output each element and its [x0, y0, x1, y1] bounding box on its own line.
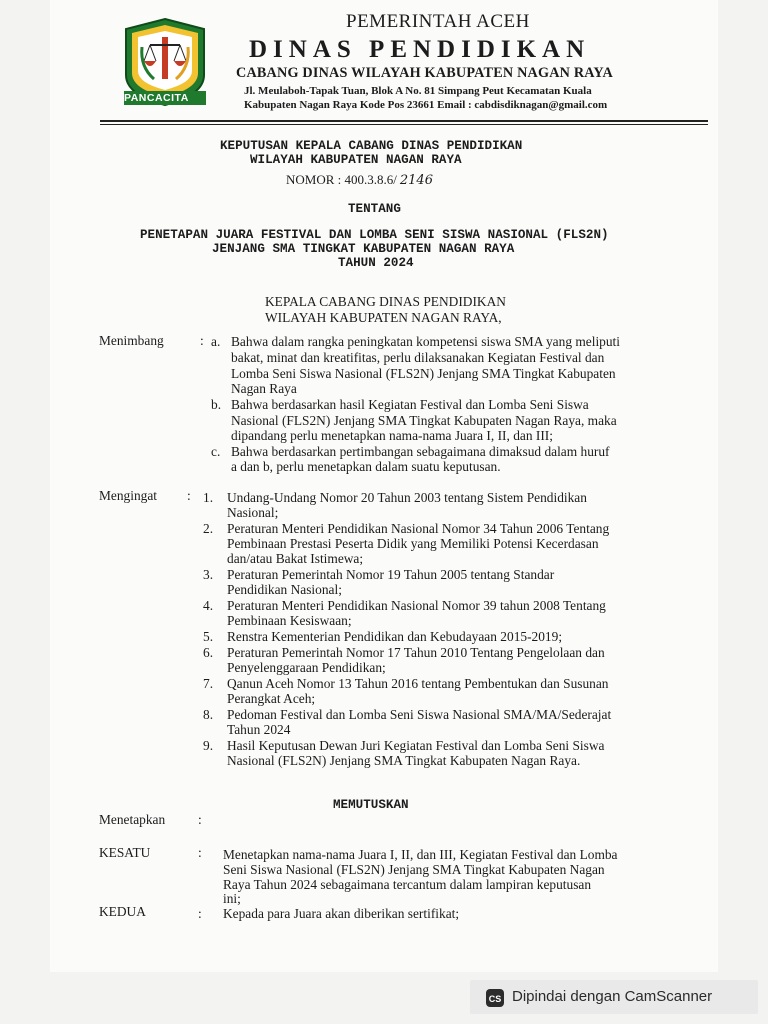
menimbang-item-line: Bahwa berdasarkan hasil Kegiatan Festival dan Lomba Seni Siswa [231, 397, 589, 412]
mengingat-item-line: Hasil Keputusan Dewan Juri Kegiatan Festival dan Lomba Seni Siswa [227, 738, 605, 753]
menetapkan-label: Menetapkan [99, 812, 166, 827]
mengingat-item-line: Peraturan Pemerintah Nomor 17 Tahun 2010 Tentang Pengelolaan dan [227, 645, 605, 660]
menimbang-item-line: Bahwa dalam rangka peningkatan kompetensi siswa SMA yang meliputi [231, 334, 620, 349]
authority-line-1: KEPALA CABANG DINAS PENDIDIKAN [265, 294, 506, 309]
authority-line-2: WILAYAH KABUPATEN NAGAN RAYA, [265, 310, 502, 325]
mengingat-item-marker: 9. [203, 738, 214, 753]
decree-title-line-1: KEPUTUSAN KEPALA CABANG DINAS PENDIDIKAN [220, 139, 523, 153]
mengingat-item-line: Peraturan Menteri Pendidikan Nasional Nomor 34 Tahun 2006 Tentang [227, 521, 610, 536]
kesatu-label: KESATU [99, 845, 151, 860]
header-divider-thick [100, 120, 708, 122]
mengingat-item-line: Renstra Kementerian Pendidikan dan Kebudayaan 2015-2019; [227, 629, 563, 644]
header-government: PEMERINTAH ACEH [346, 11, 530, 32]
menimbang-item-line: Nasional (FLS2N) Jenjang SMA Tingkat Kabupaten Nagan Raya, maka [231, 413, 617, 428]
kedua-colon: : [198, 906, 202, 921]
menimbang-item-line: a dan b, perlu menetapkan dalam suatu keputusan. [231, 459, 501, 474]
mengingat-item-line: Pembinaan Prestasi Peserta Didik yang Memiliki Potensi Kecerdasan [227, 536, 599, 551]
subject-line-2: JENJANG SMA TINGKAT KABUPATEN NAGAN RAYA [212, 242, 515, 256]
mengingat-label: Mengingat [99, 488, 158, 503]
menimbang-item-marker: c. [211, 444, 221, 459]
kesatu-line: Raya Tahun 2024 sebagaimana tercantum dalam lampiran keputusan [223, 877, 592, 892]
menimbang-item-line: Lomba Seni Siswa Nasional (FLS2N) Jenjang SMA Tingkat Kabupaten [231, 366, 616, 381]
mengingat-item-marker: 4. [203, 598, 214, 613]
header-branch: CABANG DINAS WILAYAH KABUPATEN NAGAN RAYA [236, 65, 614, 81]
mengingat-item-line: Pembinaan Kesiswaan; [227, 613, 352, 628]
menimbang-item-line: Bahwa berdasarkan pertimbangan sebagaimana dimaksud dalam huruf [231, 444, 610, 459]
header-agency: DINAS PENDIDIKAN [249, 36, 591, 63]
menimbang-colon: : [200, 333, 204, 348]
mengingat-item-line: Perangkat Aceh; [227, 691, 316, 706]
camscanner-text: Dipindai dengan CamScanner [512, 988, 713, 1005]
svg-text:CS: CS [488, 994, 502, 1004]
kesatu-line: ini; [223, 891, 241, 906]
menimbang-item-line: dipandang perlu menetapkan nama-nama Juara I, II, dan III; [231, 428, 553, 443]
mengingat-item-line: Nasional; [227, 505, 279, 520]
kesatu-line: Seni Siswa Nasional (FLS2N) Jenjang SMA Tingkat Kabupaten Nagan [223, 862, 605, 877]
mengingat-item-marker: 7. [203, 676, 214, 691]
mengingat-item-line: Peraturan Menteri Pendidikan Nasional Nomor 39 tahun 2008 Tentang [227, 598, 606, 613]
mengingat-item-line: Peraturan Pemerintah Nomor 19 Tahun 2005 tentang Standar [227, 567, 555, 582]
mengingat-item-marker: 3. [203, 567, 214, 582]
mengingat-item-marker: 6. [203, 645, 214, 660]
logo-caption: PANCACITA [124, 92, 189, 104]
subject-line-1: PENETAPAN JUARA FESTIVAL DAN LOMBA SENI SISWA NASIONAL (FLS2N) [140, 228, 609, 242]
mengingat-item-line: Undang-Undang Nomor 20 Tahun 2003 tentang Sistem Pendidikan [227, 490, 587, 505]
kedua-text: Kepada para Juara akan diberikan sertifikat; [223, 906, 460, 921]
decree-number-handwritten: 2146 [399, 173, 433, 188]
mengingat-item-marker: 5. [203, 629, 214, 644]
menetapkan-colon: : [198, 812, 202, 827]
menimbang-item-line: bakat, minat dan kreatifitas, perlu dilaksanakan Kegiatan Festival dan [231, 350, 605, 365]
mengingat-item-marker: 2. [203, 521, 214, 536]
kesatu-line: Menetapkan nama-nama Juara I, II, dan III, Kegiatan Festival dan Lomba [223, 847, 618, 862]
menimbang-label: Menimbang [99, 333, 164, 348]
mengingat-item-marker: 1. [203, 490, 214, 505]
menimbang-item-line: Nagan Raya [231, 381, 297, 396]
mengingat-item-line: Penyelenggaraan Pendidikan; [227, 660, 386, 675]
mengingat-item-line: Tahun 2024 [227, 722, 291, 737]
decree-title-line-2: WILAYAH KABUPATEN NAGAN RAYA [250, 153, 462, 167]
mengingat-colon: : [187, 488, 191, 503]
menimbang-item-marker: a. [211, 334, 221, 349]
decree-number: NOMOR : 400.3.8.6/ 2146 [286, 172, 433, 188]
mengingat-item-line: Pedoman Festival dan Lomba Seni Siswa Nasional SMA/MA/Sederajat [227, 707, 612, 722]
mengingat-item-line: Qanun Aceh Nomor 13 Tahun 2016 tentang Pembentukan dan Susunan [227, 676, 609, 691]
subject-line-3: TAHUN 2024 [338, 256, 414, 270]
mengingat-item-marker: 8. [203, 707, 214, 722]
mengingat-item-line: Nasional (FLS2N) Jenjang SMA Tingkat Kabupaten Nagan Raya. [227, 753, 581, 768]
kesatu-colon: : [198, 845, 202, 860]
header-address-2: Kabupaten Nagan Raya Kode Pos 23661 Email : cabdisdiknagan@gmail.com [244, 99, 608, 111]
memutuskan-heading: MEMUTUSKAN [333, 798, 409, 812]
menimbang-item-marker: b. [211, 397, 222, 412]
camscanner-icon [486, 989, 504, 1007]
mengingat-item-line: Pendidikan Nasional; [227, 582, 342, 597]
header-address-1: Jl. Meulaboh-Tapak Tuan, Blok A No. 81 Simpang Peut Kecamatan Kuala [244, 85, 592, 97]
header-divider-thin [100, 124, 708, 125]
tentang-heading: TENTANG [348, 202, 401, 216]
kedua-label: KEDUA [99, 904, 146, 919]
mengingat-item-line: dan/atau Bakat Istimewa; [227, 551, 364, 566]
